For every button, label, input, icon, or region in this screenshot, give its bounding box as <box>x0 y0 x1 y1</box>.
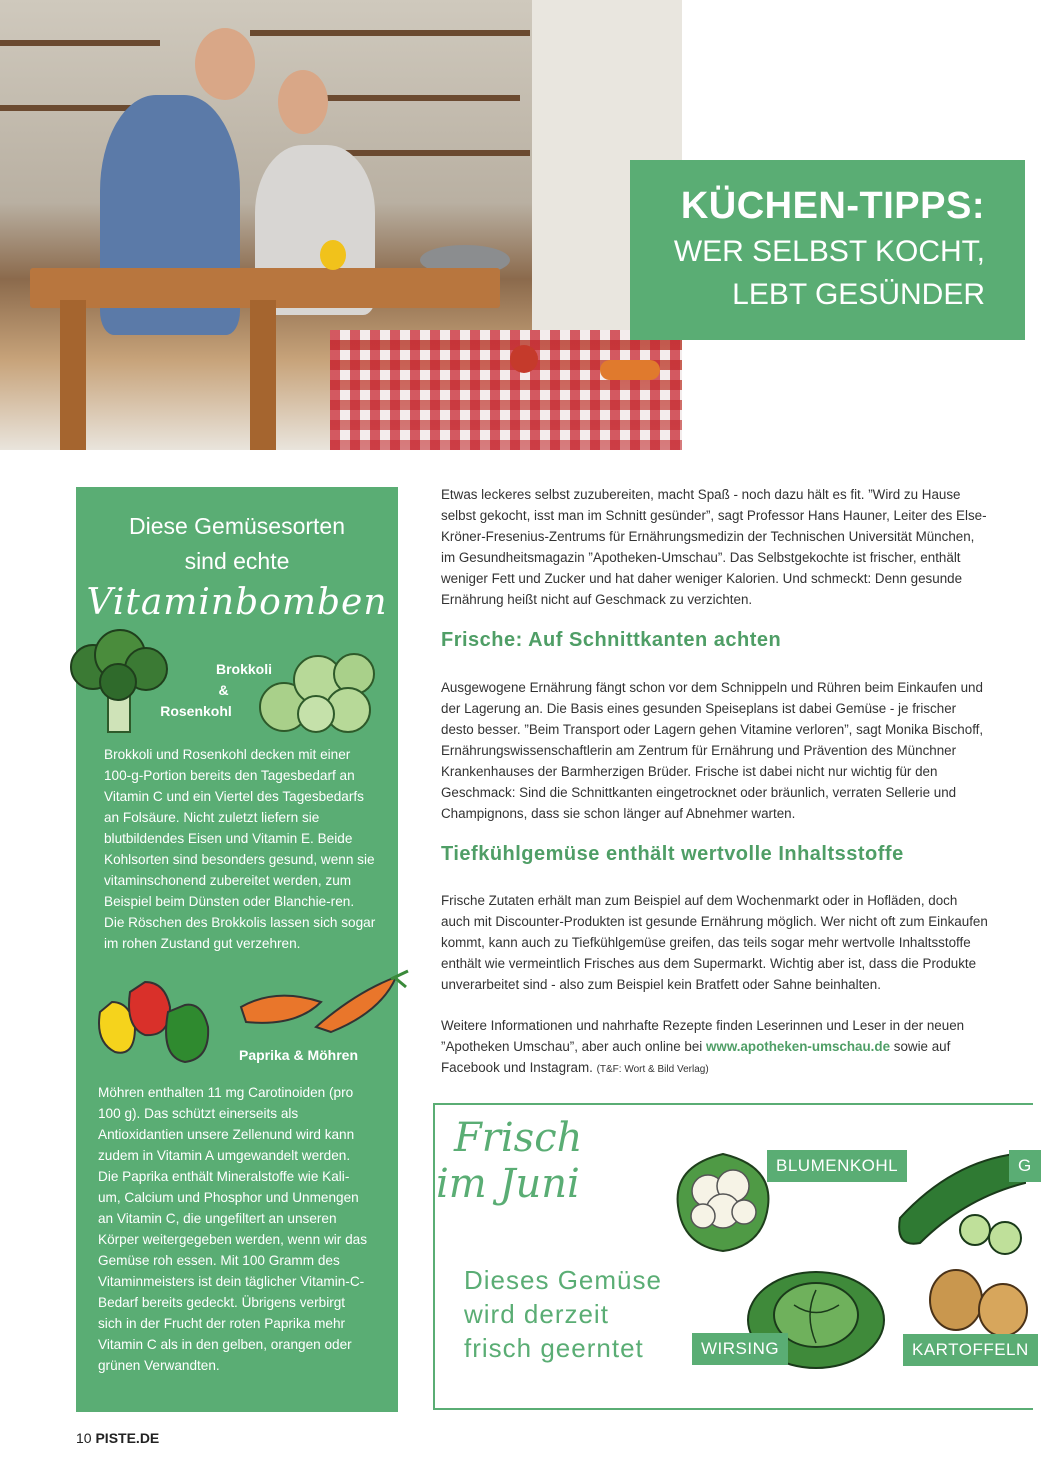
sidebar-text-2: Möhren enthalten 11 mg Carotinoiden (pro 100 g). Das schützt einerseits als Antioxidantien unsere Zellenund wird kann zudem in Vitamin A umgewandelt werden. Die Paprika enthält Mineralstoffe wie Kali-um, Calcium und Phosphor und Unmengen an Vitamin C, die ungefiltert an unseren Körper weitergegeben werden, wenn wir das Gemüse roh essen. Mit 100 Gramm des Vitaminmeisters ist dein täglicher Vitamin-C-Bedarf bereits gedeckt. Übrigens verbirgt sich in der Frucht der roten Paprika mehr Vitamin C als in den gelben, orangen oder grünen Verwandten. <box>98 1085 368 1373</box>
subhead-frische: Frische: Auf Schnittkanten achten <box>441 629 782 651</box>
label-rosenkohl: Rosenkohl <box>160 703 232 719</box>
shelf <box>250 30 530 36</box>
label-brokkoli: Brokkoli <box>216 661 273 677</box>
page-footer <box>76 1430 159 1446</box>
title-line-2: WER SELBST KOCHT, <box>673 235 985 268</box>
credit: (T&F: Wort & Bild Verlag) <box>596 1064 709 1075</box>
potatoes-icon <box>928 1265 1025 1340</box>
cucumber-icon <box>895 1148 1025 1258</box>
carrots <box>600 360 660 380</box>
title-line-3: LEBT GESÜNDER <box>732 278 985 311</box>
sidebar-script-heading: Vitaminbomben <box>86 582 388 623</box>
article-intro <box>441 484 989 610</box>
man-head <box>195 28 255 100</box>
brand-name: PISTE.DE <box>95 1430 160 1446</box>
label-paprika-moehren: Paprika & Möhren <box>238 1047 359 1063</box>
woman-head <box>278 70 328 134</box>
season-text-line-1: Dieses Gemüse <box>464 1265 662 1295</box>
apotheken-umschau-link[interactable]: www.apotheken-umschau.de <box>706 1039 891 1054</box>
label-and: & <box>218 682 229 698</box>
para-info <box>441 1015 989 1080</box>
title-block <box>630 160 1025 340</box>
tag-wirsing: WIRSING <box>692 1333 788 1365</box>
para3-text-after: sowie auf Facebook und Instagram. <box>441 1039 951 1075</box>
carrots-icon <box>236 967 411 1037</box>
brussels-sprouts-icon <box>256 652 381 737</box>
para-frische: Ausgewogene Ernährung fängt schon vor dem Schnippeln und Rühren beim Einkaufen und der Lagerung an. Die Basis eines gesunden Speiseplans ist dabei Gemüse - je frischer desto besser. ”Beim Transport oder Lagern gehen Vitamine verloren”, sagt Monika Bischoff, Ernährungswissenschaftlerin am Zentrum für Ernährung und Prävention des Münchner Krankenhauses der Barmherzigen Brüder. Frische ist dabei nicht nur wichtig für den Geschmack: Sind die Schnittkanten eingetrocknet oder bräunlich, verraten Sellerie und Champignons, dass sie schon länger auf Abnehmer warten. <box>441 680 984 821</box>
page-number: 10 <box>76 1430 92 1446</box>
table-leg <box>60 300 86 450</box>
article-para-3 <box>441 1015 989 1080</box>
table-leg <box>250 300 276 450</box>
intro-paragraph: Etwas leckeres selbst zuzubereiten, macht Spaß - noch dazu hält es fit. ”Wird zu Hause selbst gekocht, isst man im Schnitt gesünder”, sagt Professor Hans Hauner, Leiter des Else-Kröner-Fresenius-Zentrums für Ernährungsmedizin der Technischen Universität München, im Gesundheitsmagazin ”Apotheken-Umschau”. Das Selbstgekochte ist frischer, enthält weniger Fett und Zucker und hat daher weniger Kalorien. Und schmeckt: Denn gesunde Ernährung heißt nicht auf Geschmack zu verzichten. <box>441 487 987 607</box>
subhead-tiefkuehl: Tiefkühlgemüse enthält wertvolle Inhaltsstoffe <box>441 843 904 865</box>
apple <box>510 345 538 373</box>
tag-blumenkohl: BLUMENKOHL <box>767 1150 907 1182</box>
para3-text: Weitere Informationen und nahrhafte Rezepte finden Leserinnen und Leser in der neuen ”Apotheken Umschau”, aber auch online bei <box>441 1018 965 1054</box>
tag-gurke: G <box>1009 1150 1041 1182</box>
season-script-line-2: im Juni <box>436 1161 580 1207</box>
season-script-line-1: Frisch <box>454 1115 583 1161</box>
season-text-line-2: wird derzeit <box>464 1299 609 1329</box>
peppers-icon <box>90 977 210 1072</box>
season-script-heading <box>436 1115 621 1207</box>
shelf <box>0 40 160 46</box>
sidebar-heading-1: Diese Gemüsesorten <box>128 513 346 539</box>
article-para-1 <box>441 677 989 824</box>
checkered-tablecloth <box>330 330 682 450</box>
article-para-2 <box>441 890 989 995</box>
sidebar-text-1: Brokkoli und Rosenkohl decken mit einer 100-g-Portion bereits den Tagesbedarf an Vitamin C und ein Viertel des Tagesbedarfs an Folsäure. Nicht zuletzt liefern sie blutbildendes Eisen und Vitamin E. Beide Kohlsorten sind besonders gesund, wenn sie vitaminschonend zubereitet werden, zum Beispiel beim Dünsten oder Blanchie-ren. Die Röschen des Brokkolis lassen sich sogar im rohen Zustand gut verzehren. <box>104 747 376 951</box>
hero-photo <box>0 0 682 450</box>
sidebar-heading-2: sind echte <box>184 548 290 574</box>
para-tiefkuehl: Frische Zutaten erhält man zum Beispiel auf dem Wochenmarkt oder in Hofläden, doch auch mit Discounter-Produkten ist gesunde Ernährung möglich. Wer nicht oft zum Einkaufen kommt, kann auch zu Tiefkühlgemüse greifen, das teils sogar mehr wertvolle Inhaltsstoffe enthält wie vermeintlich Frisches aus dem Supermarkt. Wichtig aber ist, dass die Produkte unverarbeitet sind - also zum Beispiel kein Bratfett oder Sahne beinhalten. <box>441 893 988 992</box>
cauliflower-icon <box>668 1146 778 1256</box>
season-text <box>464 1263 684 1365</box>
tag-kartoffeln: KARTOFFELN <box>903 1334 1038 1366</box>
vitamin-sidebar <box>76 487 398 1412</box>
season-text-line-3: frisch geerntet <box>464 1333 644 1363</box>
yellow-pepper <box>320 240 346 270</box>
page-title: KÜCHEN-TIPPS: <box>680 185 985 227</box>
